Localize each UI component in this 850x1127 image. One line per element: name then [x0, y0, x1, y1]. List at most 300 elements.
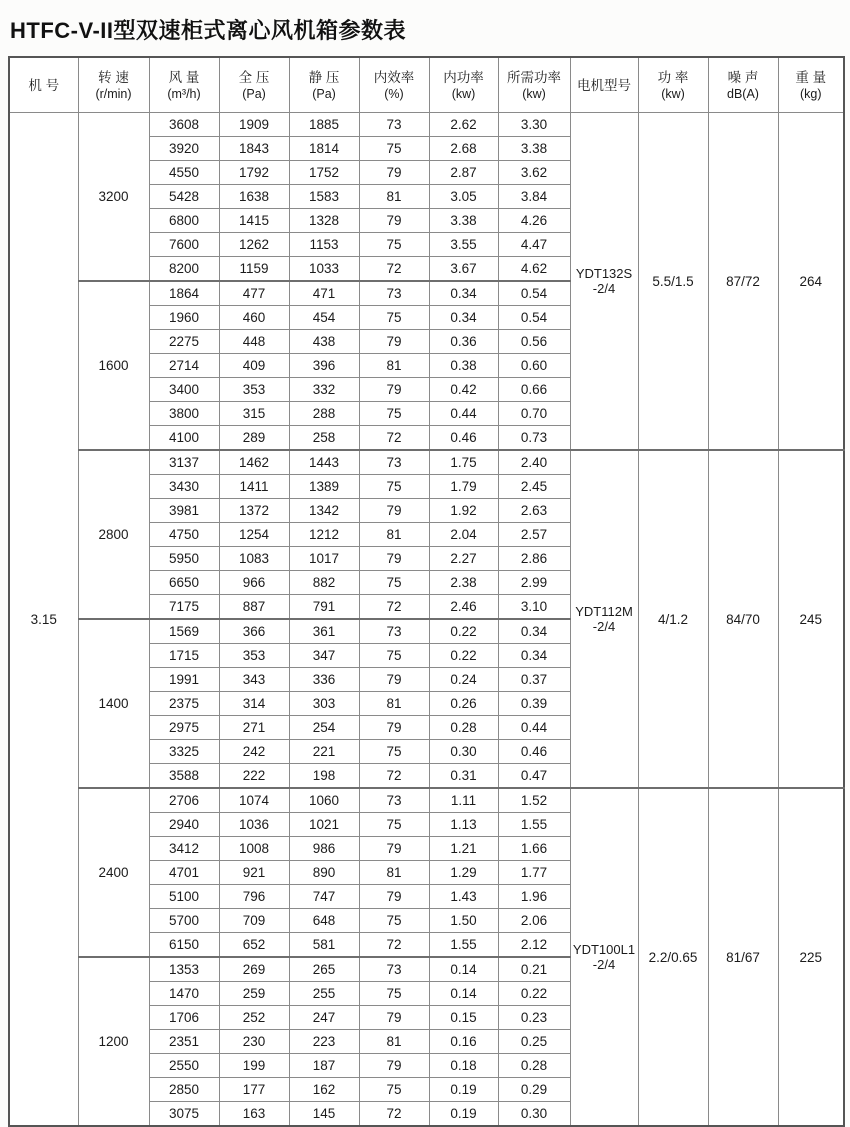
internal-power-cell: 1.29: [429, 861, 498, 885]
required-power-cell: 3.62: [498, 161, 570, 185]
total-pressure-cell: 1254: [219, 523, 289, 547]
internal-power-cell: 2.87: [429, 161, 498, 185]
internal-power-cell: 3.67: [429, 257, 498, 282]
internal-power-cell: 0.46: [429, 426, 498, 451]
required-power-cell: 4.62: [498, 257, 570, 282]
efficiency-cell: 73: [359, 788, 429, 813]
required-power-cell: 2.12: [498, 933, 570, 958]
total-pressure-cell: 1792: [219, 161, 289, 185]
required-power-cell: 0.22: [498, 982, 570, 1006]
total-pressure-cell: 460: [219, 306, 289, 330]
airflow-cell: 3981: [149, 499, 219, 523]
column-header-label: 转 速: [98, 69, 129, 85]
column-header-label: 噪 声: [727, 69, 759, 85]
column-header-label: 内功率: [443, 69, 484, 85]
airflow-cell: 2706: [149, 788, 219, 813]
motor-power-cell: 5.5/1.5: [638, 113, 708, 451]
required-power-cell: 0.25: [498, 1030, 570, 1054]
required-power-cell: 0.39: [498, 692, 570, 716]
static-pressure-cell: 187: [289, 1054, 359, 1078]
airflow-cell: 3800: [149, 402, 219, 426]
required-power-cell: 2.57: [498, 523, 570, 547]
efficiency-cell: 81: [359, 1030, 429, 1054]
required-power-cell: 2.06: [498, 909, 570, 933]
column-header-label: 风 量: [168, 69, 200, 85]
airflow-cell: 2850: [149, 1078, 219, 1102]
airflow-cell: 8200: [149, 257, 219, 282]
motor-model-line1: YDT132S: [575, 266, 633, 281]
total-pressure-cell: 652: [219, 933, 289, 958]
column-header-label: 所需功率: [507, 69, 561, 85]
static-pressure-cell: 258: [289, 426, 359, 451]
internal-power-cell: 2.68: [429, 137, 498, 161]
internal-power-cell: 0.34: [429, 306, 498, 330]
column-header: [78, 57, 149, 113]
required-power-cell: 3.84: [498, 185, 570, 209]
total-pressure-cell: 1074: [219, 788, 289, 813]
speed-cell: 2400: [78, 788, 149, 957]
required-power-cell: 1.52: [498, 788, 570, 813]
airflow-cell: 5428: [149, 185, 219, 209]
motor-model-line1: YDT100L1: [572, 942, 636, 957]
internal-power-cell: 2.62: [429, 113, 498, 137]
required-power-cell: 1.77: [498, 861, 570, 885]
required-power-cell: 2.63: [498, 499, 570, 523]
motor-model-cell: [570, 113, 638, 451]
weight-cell: 245: [778, 450, 844, 788]
motor-power-cell: 2.2/0.65: [638, 788, 708, 1126]
airflow-cell: 1960: [149, 306, 219, 330]
airflow-cell: 3608: [149, 113, 219, 137]
airflow-cell: 1470: [149, 982, 219, 1006]
fan-parameters-table: [8, 56, 845, 1127]
airflow-cell: 7175: [149, 595, 219, 620]
airflow-cell: 4550: [149, 161, 219, 185]
airflow-cell: 3920: [149, 137, 219, 161]
column-header: [638, 57, 708, 113]
airflow-cell: 2975: [149, 716, 219, 740]
noise-cell: 81/67: [708, 788, 778, 1126]
static-pressure-cell: 336: [289, 668, 359, 692]
internal-power-cell: 1.13: [429, 813, 498, 837]
internal-power-cell: 2.27: [429, 547, 498, 571]
static-pressure-cell: 438: [289, 330, 359, 354]
internal-power-cell: 0.31: [429, 764, 498, 789]
total-pressure-cell: 314: [219, 692, 289, 716]
static-pressure-cell: 986: [289, 837, 359, 861]
airflow-cell: 2714: [149, 354, 219, 378]
column-header-label: 静 压: [308, 69, 340, 85]
internal-power-cell: 1.79: [429, 475, 498, 499]
total-pressure-cell: 177: [219, 1078, 289, 1102]
static-pressure-cell: 198: [289, 764, 359, 789]
static-pressure-cell: 221: [289, 740, 359, 764]
internal-power-cell: 1.11: [429, 788, 498, 813]
total-pressure-cell: 271: [219, 716, 289, 740]
column-header: [570, 57, 638, 113]
speed-cell: 1200: [78, 957, 149, 1126]
efficiency-cell: 79: [359, 668, 429, 692]
required-power-cell: 3.38: [498, 137, 570, 161]
total-pressure-cell: 315: [219, 402, 289, 426]
static-pressure-cell: 145: [289, 1102, 359, 1127]
motor-model-cell: [570, 788, 638, 1126]
static-pressure-cell: 1153: [289, 233, 359, 257]
airflow-cell: 5950: [149, 547, 219, 571]
static-pressure-cell: 890: [289, 861, 359, 885]
column-header: [289, 57, 359, 113]
efficiency-cell: 79: [359, 716, 429, 740]
internal-power-cell: 0.30: [429, 740, 498, 764]
total-pressure-cell: 796: [219, 885, 289, 909]
static-pressure-cell: 265: [289, 957, 359, 982]
efficiency-cell: 81: [359, 523, 429, 547]
internal-power-cell: 0.38: [429, 354, 498, 378]
table-head-row: [9, 57, 844, 113]
airflow-cell: 2550: [149, 1054, 219, 1078]
airflow-cell: 4750: [149, 523, 219, 547]
efficiency-cell: 73: [359, 281, 429, 306]
airflow-cell: 2351: [149, 1030, 219, 1054]
total-pressure-cell: 269: [219, 957, 289, 982]
column-header: [149, 57, 219, 113]
noise-cell: 84/70: [708, 450, 778, 788]
efficiency-cell: 72: [359, 764, 429, 789]
total-pressure-cell: 1372: [219, 499, 289, 523]
efficiency-cell: 72: [359, 1102, 429, 1127]
table-row: [9, 450, 844, 475]
airflow-cell: 3400: [149, 378, 219, 402]
required-power-cell: 0.34: [498, 644, 570, 668]
total-pressure-cell: 353: [219, 378, 289, 402]
column-header-unit: (kw): [451, 86, 476, 101]
column-header-unit: (Pa): [242, 86, 266, 101]
efficiency-cell: 73: [359, 450, 429, 475]
efficiency-cell: 79: [359, 885, 429, 909]
static-pressure-cell: 303: [289, 692, 359, 716]
efficiency-cell: 81: [359, 861, 429, 885]
internal-power-cell: 3.05: [429, 185, 498, 209]
static-pressure-cell: 471: [289, 281, 359, 306]
required-power-cell: 0.34: [498, 619, 570, 644]
table-row: [9, 113, 844, 137]
internal-power-cell: 0.24: [429, 668, 498, 692]
required-power-cell: 0.44: [498, 716, 570, 740]
airflow-cell: 3588: [149, 764, 219, 789]
column-header-unit: (m³/h): [167, 86, 201, 101]
static-pressure-cell: 255: [289, 982, 359, 1006]
efficiency-cell: 79: [359, 499, 429, 523]
total-pressure-cell: 1262: [219, 233, 289, 257]
static-pressure-cell: 361: [289, 619, 359, 644]
speed-cell: 1600: [78, 281, 149, 450]
required-power-cell: 4.47: [498, 233, 570, 257]
column-header-label: 功 率: [657, 69, 689, 85]
internal-power-cell: 0.18: [429, 1054, 498, 1078]
static-pressure-cell: 1885: [289, 113, 359, 137]
static-pressure-cell: 1814: [289, 137, 359, 161]
total-pressure-cell: 921: [219, 861, 289, 885]
efficiency-cell: 75: [359, 475, 429, 499]
static-pressure-cell: 332: [289, 378, 359, 402]
airflow-cell: 7600: [149, 233, 219, 257]
static-pressure-cell: 247: [289, 1006, 359, 1030]
airflow-cell: 2275: [149, 330, 219, 354]
efficiency-cell: 75: [359, 982, 429, 1006]
airflow-cell: 6650: [149, 571, 219, 595]
column-header-label: 电机型号: [577, 77, 631, 93]
column-header-unit: (kw): [522, 86, 546, 101]
efficiency-cell: 75: [359, 137, 429, 161]
airflow-cell: 1864: [149, 281, 219, 306]
noise-cell: 87/72: [708, 113, 778, 451]
required-power-cell: 0.29: [498, 1078, 570, 1102]
static-pressure-cell: 648: [289, 909, 359, 933]
static-pressure-cell: 1389: [289, 475, 359, 499]
efficiency-cell: 75: [359, 813, 429, 837]
total-pressure-cell: 1411: [219, 475, 289, 499]
internal-power-cell: 0.16: [429, 1030, 498, 1054]
airflow-cell: 1706: [149, 1006, 219, 1030]
column-header-label: 内效率: [373, 69, 415, 85]
motor-model-cell: [570, 450, 638, 788]
required-power-cell: 0.56: [498, 330, 570, 354]
column-header: [9, 57, 78, 113]
airflow-cell: 2375: [149, 692, 219, 716]
internal-power-cell: 0.14: [429, 957, 498, 982]
internal-power-cell: 3.38: [429, 209, 498, 233]
column-header-label: 重 量: [795, 69, 827, 85]
column-header-unit: (r/min): [95, 86, 132, 101]
catalog-page: [0, 14, 850, 1127]
total-pressure-cell: 1415: [219, 209, 289, 233]
airflow-cell: 6150: [149, 933, 219, 958]
internal-power-cell: 0.36: [429, 330, 498, 354]
total-pressure-cell: 353: [219, 644, 289, 668]
static-pressure-cell: 747: [289, 885, 359, 909]
column-header: [498, 57, 570, 113]
airflow-cell: 3137: [149, 450, 219, 475]
efficiency-cell: 81: [359, 692, 429, 716]
total-pressure-cell: 343: [219, 668, 289, 692]
required-power-cell: 0.28: [498, 1054, 570, 1078]
airflow-cell: 3412: [149, 837, 219, 861]
internal-power-cell: 1.55: [429, 933, 498, 958]
required-power-cell: 4.26: [498, 209, 570, 233]
airflow-cell: 3075: [149, 1102, 219, 1127]
static-pressure-cell: 1212: [289, 523, 359, 547]
efficiency-cell: 75: [359, 233, 429, 257]
table-body: [9, 113, 844, 1127]
column-header-unit: (Pa): [312, 86, 336, 101]
efficiency-cell: 75: [359, 644, 429, 668]
required-power-cell: 3.10: [498, 595, 570, 620]
airflow-cell: 3325: [149, 740, 219, 764]
required-power-cell: 0.54: [498, 281, 570, 306]
internal-power-cell: 1.50: [429, 909, 498, 933]
static-pressure-cell: 1033: [289, 257, 359, 282]
internal-power-cell: 0.14: [429, 982, 498, 1006]
required-power-cell: 2.40: [498, 450, 570, 475]
column-header-unit: (%): [384, 86, 404, 101]
total-pressure-cell: 366: [219, 619, 289, 644]
efficiency-cell: 75: [359, 571, 429, 595]
efficiency-cell: 81: [359, 185, 429, 209]
total-pressure-cell: 230: [219, 1030, 289, 1054]
efficiency-cell: 72: [359, 257, 429, 282]
static-pressure-cell: 454: [289, 306, 359, 330]
required-power-cell: 0.60: [498, 354, 570, 378]
motor-power-cell: 4/1.2: [638, 450, 708, 788]
internal-power-cell: 0.22: [429, 619, 498, 644]
page-title: HTFC-V-II型双速柜式离心风机箱参数表: [10, 18, 406, 43]
column-header: [219, 57, 289, 113]
efficiency-cell: 81: [359, 354, 429, 378]
total-pressure-cell: 1159: [219, 257, 289, 282]
efficiency-cell: 73: [359, 619, 429, 644]
column-header: [359, 57, 429, 113]
machine-no-cell: 3.15: [9, 113, 78, 1127]
total-pressure-cell: 252: [219, 1006, 289, 1030]
required-power-cell: 0.70: [498, 402, 570, 426]
speed-cell: 3200: [78, 113, 149, 282]
static-pressure-cell: 254: [289, 716, 359, 740]
efficiency-cell: 75: [359, 402, 429, 426]
required-power-cell: 2.45: [498, 475, 570, 499]
airflow-cell: 2940: [149, 813, 219, 837]
total-pressure-cell: 1843: [219, 137, 289, 161]
total-pressure-cell: 1008: [219, 837, 289, 861]
internal-power-cell: 0.19: [429, 1078, 498, 1102]
required-power-cell: 0.54: [498, 306, 570, 330]
efficiency-cell: 79: [359, 1054, 429, 1078]
static-pressure-cell: 1328: [289, 209, 359, 233]
internal-power-cell: 0.19: [429, 1102, 498, 1127]
airflow-cell: 5700: [149, 909, 219, 933]
motor-model-line2: -2/4: [592, 957, 616, 972]
static-pressure-cell: 223: [289, 1030, 359, 1054]
column-header-unit: (kg): [799, 86, 822, 101]
efficiency-cell: 72: [359, 933, 429, 958]
internal-power-cell: 2.04: [429, 523, 498, 547]
required-power-cell: 0.46: [498, 740, 570, 764]
internal-power-cell: 1.75: [429, 450, 498, 475]
total-pressure-cell: 709: [219, 909, 289, 933]
airflow-cell: 1569: [149, 619, 219, 644]
static-pressure-cell: 1021: [289, 813, 359, 837]
total-pressure-cell: 163: [219, 1102, 289, 1127]
internal-power-cell: 1.21: [429, 837, 498, 861]
total-pressure-cell: 477: [219, 281, 289, 306]
static-pressure-cell: 1583: [289, 185, 359, 209]
total-pressure-cell: 966: [219, 571, 289, 595]
motor-model-line2: -2/4: [592, 281, 616, 296]
efficiency-cell: 79: [359, 161, 429, 185]
speed-cell: 1400: [78, 619, 149, 788]
static-pressure-cell: 396: [289, 354, 359, 378]
internal-power-cell: 0.34: [429, 281, 498, 306]
total-pressure-cell: 409: [219, 354, 289, 378]
static-pressure-cell: 1752: [289, 161, 359, 185]
internal-power-cell: 0.15: [429, 1006, 498, 1030]
column-header-unit: (kw): [661, 86, 685, 101]
internal-power-cell: 3.55: [429, 233, 498, 257]
efficiency-cell: 79: [359, 330, 429, 354]
efficiency-cell: 73: [359, 957, 429, 982]
total-pressure-cell: 259: [219, 982, 289, 1006]
total-pressure-cell: 242: [219, 740, 289, 764]
airflow-cell: 1715: [149, 644, 219, 668]
airflow-cell: 5100: [149, 885, 219, 909]
required-power-cell: 1.55: [498, 813, 570, 837]
required-power-cell: 0.73: [498, 426, 570, 451]
column-header: [778, 57, 844, 113]
weight-cell: 225: [778, 788, 844, 1126]
total-pressure-cell: 1909: [219, 113, 289, 137]
motor-model-line2: -2/4: [592, 619, 616, 634]
efficiency-cell: 79: [359, 547, 429, 571]
efficiency-cell: 79: [359, 1006, 429, 1030]
internal-power-cell: 0.28: [429, 716, 498, 740]
static-pressure-cell: 1443: [289, 450, 359, 475]
column-header: [708, 57, 778, 113]
efficiency-cell: 75: [359, 909, 429, 933]
column-header-label: 机 号: [28, 77, 60, 93]
motor-model-line1: YDT112M: [575, 604, 633, 619]
table-row: [9, 788, 844, 813]
total-pressure-cell: 1083: [219, 547, 289, 571]
required-power-cell: 1.96: [498, 885, 570, 909]
required-power-cell: 0.23: [498, 1006, 570, 1030]
required-power-cell: 2.86: [498, 547, 570, 571]
total-pressure-cell: 1036: [219, 813, 289, 837]
internal-power-cell: 2.38: [429, 571, 498, 595]
airflow-cell: 1353: [149, 957, 219, 982]
total-pressure-cell: 222: [219, 764, 289, 789]
required-power-cell: 0.37: [498, 668, 570, 692]
efficiency-cell: 79: [359, 209, 429, 233]
internal-power-cell: 1.92: [429, 499, 498, 523]
required-power-cell: 2.99: [498, 571, 570, 595]
static-pressure-cell: 1342: [289, 499, 359, 523]
total-pressure-cell: 887: [219, 595, 289, 620]
efficiency-cell: 75: [359, 740, 429, 764]
airflow-cell: 6800: [149, 209, 219, 233]
total-pressure-cell: 448: [219, 330, 289, 354]
efficiency-cell: 72: [359, 426, 429, 451]
required-power-cell: 1.66: [498, 837, 570, 861]
column-header-unit: dB(A): [727, 86, 759, 101]
static-pressure-cell: 162: [289, 1078, 359, 1102]
weight-cell: 264: [778, 113, 844, 451]
static-pressure-cell: 1060: [289, 788, 359, 813]
internal-power-cell: 0.42: [429, 378, 498, 402]
airflow-cell: 4100: [149, 426, 219, 451]
static-pressure-cell: 347: [289, 644, 359, 668]
airflow-cell: 3430: [149, 475, 219, 499]
total-pressure-cell: 199: [219, 1054, 289, 1078]
total-pressure-cell: 1462: [219, 450, 289, 475]
airflow-cell: 4701: [149, 861, 219, 885]
static-pressure-cell: 581: [289, 933, 359, 958]
efficiency-cell: 72: [359, 595, 429, 620]
efficiency-cell: 79: [359, 378, 429, 402]
efficiency-cell: 79: [359, 837, 429, 861]
static-pressure-cell: 882: [289, 571, 359, 595]
total-pressure-cell: 289: [219, 426, 289, 451]
static-pressure-cell: 1017: [289, 547, 359, 571]
required-power-cell: 3.30: [498, 113, 570, 137]
